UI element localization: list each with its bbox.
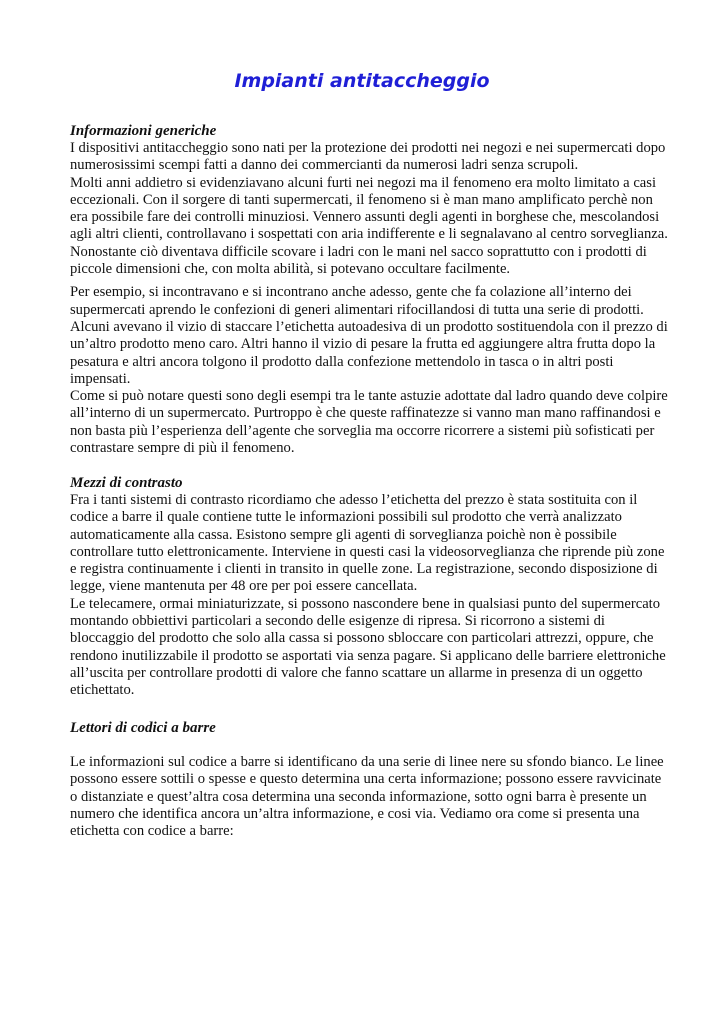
paragraph: Per esempio, si incontravano e si incontrano anche adesso, gente che fa colazione all’interno dei supermercati aprendo le confezioni di generi alimentari rifocillandosi di tutta una serie di prodotti. Alcuni avevano il vizio di staccare l’etichetta autoadesiva di un prodotto sostituendola con il prezzo di un’altro prodotto meno caro. Altri hanno il vizio di pesare la frutta ed aggiungere altra frutta dopo la pesatura e altri ancora tolgono il prodotto dalla confezione mettendolo in tasca o in altri posti impensati.	[70, 284, 668, 387]
section-heading: Informazioni generiche	[70, 123, 217, 139]
section-lettori-di-codici-a-barre	[70, 719, 670, 840]
section-informazioni-generiche	[70, 122, 670, 457]
paragraph: Le telecamere, ormai miniaturizzate, si possono nascondere bene in qualsiasi punto del supermercato montando obbiettivi particolari a secondo delle esigenze di ripresa. Si ricorrono a sistemi di bloccaggio del prodotto che solo alla cassa si possono sbloccare con particolari attrezzi, oppure, che rendono inutilizzabile il prodotto se asportati via senza pagare. Si applicano delle barriere elettroniche all’uscita per controllare prodotti di valore che fanno scattare un allarme in presenza di un oggetto etichettato.	[70, 595, 666, 699]
paragraph: I dispositivi antitaccheggio sono nati per la protezione dei prodotti nei negozi e nei supermercati dopo numerosissimi scempi fatti a danno dei commercianti da numerosi ladri senza scrupoli.	[70, 140, 666, 174]
document-title: Impianti antitaccheggio	[234, 70, 490, 92]
section-heading: Mezzi di contrasto	[70, 475, 183, 491]
paragraph: Molti anni addietro si evidenziavano alcuni furti nei negozi ma il fenomeno era molto limitato a casi eccezionali. Con il sorgere di tanti supermercati, il fenomeno si è man mano amplificato perchè non era possibile fare dei controlli minuziosi. Vennero assunti degli agenti in borghese che, mescolandosi agli altri clienti, controllavano i sospettati con aria indifferente e li segnalavano al centro sorveglianza. Nonostante ciò diventava difficile scovare i ladri con le mani nel sacco soprattutto con i prodotti di piccole dimensioni che, con molta abilità, si potevano occultare facilmente.	[70, 174, 668, 278]
section-heading: Lettori di codici a barre	[70, 720, 216, 736]
paragraph: Come si può notare questi sono degli esempi tra le tante astuzie adottate dal ladro quando deve colpire all’interno di un supermercato. Purtroppo è che queste raffinatezze si vanno man mano raffinandosi e non basta più l’esperienza dell’agente che sorveglia ma occorre ricorrere a sistemi più sofisticati per contrastare sempre di più il fenomeno.	[70, 388, 668, 457]
paragraph: Le informazioni sul codice a barre si identificano da una serie di linee nere su sfondo bianco. Le linee possono essere sottili o spesse e questo determina una certa informazione; possono essere ravvicinate o distanziate e quest’altra cosa determina una seconda informazione, sotto ogni barra è presente un numero che identifica ancora un’altra informazione, e cosi via. Vediamo ora come si presenta una etichetta con codice a barre:	[70, 754, 664, 840]
section-mezzi-di-contrasto	[70, 474, 670, 700]
paragraph: Fra i tanti sistemi di contrasto ricordiamo che adesso l’etichetta del prezzo è stata sostituita con il codice a barre il quale contiene tutte le informazioni possibili sul prodotto che verrà analizzato automaticamente alla cassa. Esistono sempre gli agenti di sorveglianza poichè non è possibile controllare tutto elettronicamente. Interviene in questi casi la videosorveglianza che riprende più zone e registra continuamente i clienti in transito in quelle zone. La registrazione, secondo disposizione di legge, viene mantenuta per 48 ore per poi essere cancellata.	[70, 492, 665, 595]
